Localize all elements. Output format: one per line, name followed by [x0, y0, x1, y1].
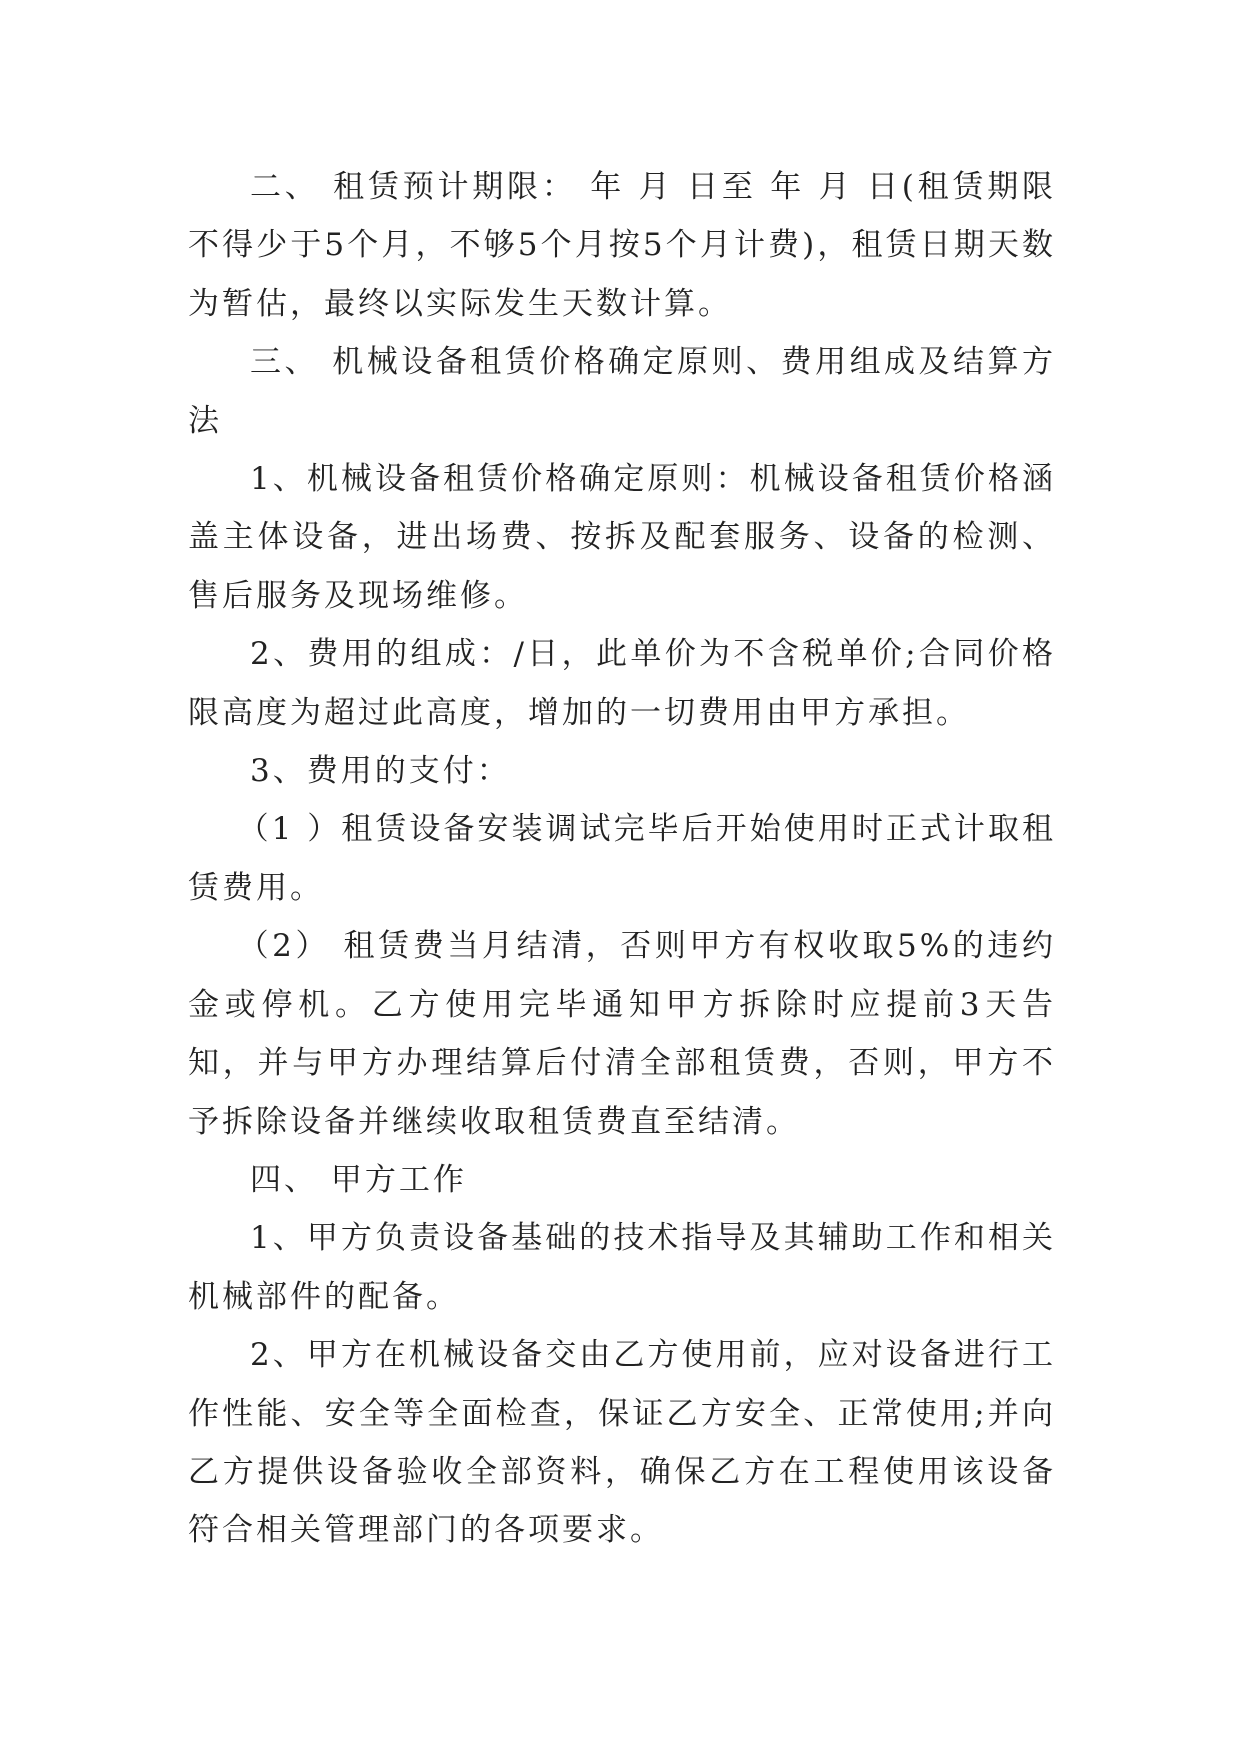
paragraph-lease-term: 二、 租赁预计期限： 年 月 日至 年 月 日(租赁期限不得少于5个月，不够5个月按5个月计费)，租赁日期天数为暂估，最终以实际发生天数计算。: [188, 169, 1056, 322]
document-body: [188, 158, 1056, 1560]
paragraph-pricing-principle: 1、机械设备租赁价格确定原则：机械设备租赁价格涵盖主体设备，进出场费、按拆及配套服务、设备的检测、售后服务及现场维修。: [188, 461, 1056, 614]
paragraph-party-a-duty-1: 1、甲方负责设备基础的技术指导及其辅助工作和相关机械部件的配备。: [188, 1220, 1056, 1315]
paragraph-payment-item-1: （1 ）租赁设备安装调试完毕后开始使用时正式计取租赁费用。: [188, 811, 1056, 906]
paragraph-party-a-duty-2: 2、甲方在机械设备交由乙方使用前，应对设备进行工作性能、安全等全面检查，保证乙方安全、正常使用;并向乙方提供设备验收全部资料，确保乙方在工程使用该设备符合相关管理部门的各项要求。: [188, 1337, 1056, 1549]
heading-section-four: 四、 甲方工作: [250, 1161, 467, 1198]
paragraph-cost-composition: 2、费用的组成：/日，此单价为不含税单价;合同价格限高度为超过此高度，增加的一切费用由甲方承担。: [188, 636, 1056, 731]
heading-section-three: 三、 机械设备租赁价格确定原则、费用组成及结算方法: [188, 344, 1056, 439]
paragraph-payment-item-2: （2） 租赁费当月结清，否则甲方有权收取5%的违约金或停机。乙方使用完毕通知甲方拆除时应提前3天告知，并与甲方办理结算后付清全部租赁费，否则，甲方不予拆除设备并继续收取租赁费直至结清。: [188, 928, 1056, 1140]
paragraph-payment-heading: 3、费用的支付：: [250, 753, 511, 790]
